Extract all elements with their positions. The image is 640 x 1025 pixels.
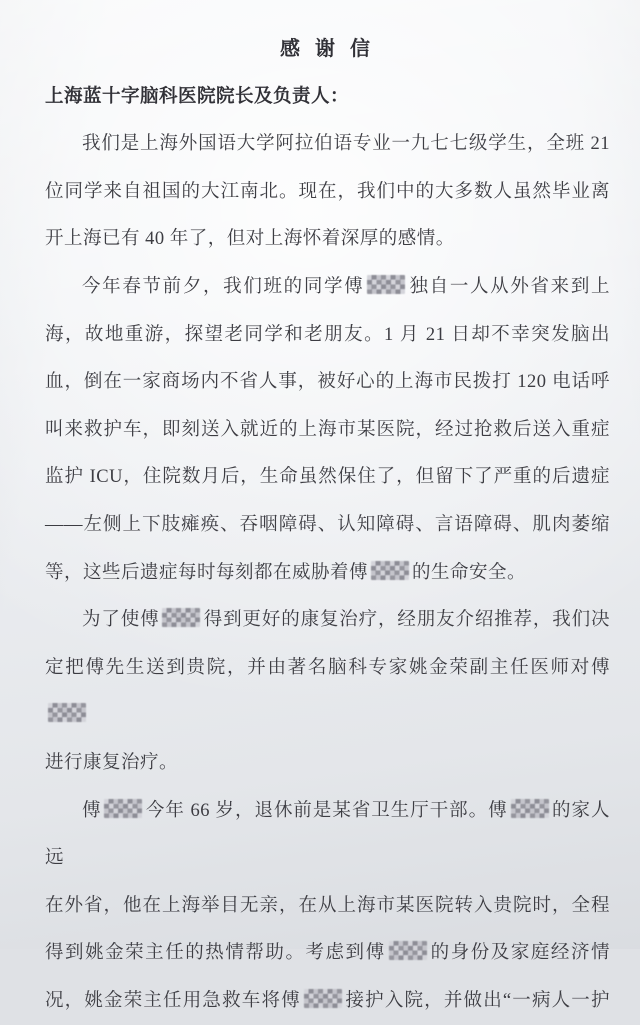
text-run: 今年春节前夕，我们班的同学傅 (82, 277, 364, 297)
text-run: 得到姚金荣主任的热情帮助。考虑到傅 (45, 943, 386, 963)
text-run: 血，倒在一家商场内不省人事，被好心的上海市民拨打 120 电话呼 (45, 372, 610, 392)
text-run: 位同学来自祖国的大江南北。现在，我们中的大多数人虽然毕业离 (45, 182, 610, 202)
paragraph (45, 597, 610, 787)
text-run: ——左侧上下肢瘫痪、吞咽障碍、认知障碍、言语障碍、肌肉萎缩 (45, 515, 610, 535)
text-line (45, 883, 610, 931)
redaction-mosaic (104, 799, 142, 818)
text-line (45, 121, 610, 169)
text-run: 监护 ICU，住院数月后，生命虽然保住了，但留下了严重的后遗症 (45, 467, 610, 487)
text-line (45, 454, 610, 502)
text-run: 得到更好的康复治疗，经朋友介绍推荐，我们决 (203, 610, 610, 630)
text-run: 为了使傅 (82, 610, 159, 630)
text-run: 海，故地重游，探望老同学和老朋友。1 月 21 日却不幸突发脑出 (45, 325, 610, 345)
text-line (45, 264, 610, 312)
text-run: 今年 66 岁，退休前是某省卫生厅干部。傅 (145, 801, 507, 821)
text-line (45, 169, 610, 217)
text-line (45, 550, 610, 598)
text-run: 我们是上海外国语大学阿拉伯语专业一九七七级学生，全班 21 (82, 134, 610, 154)
text-line (45, 216, 610, 264)
redaction-mosaic (162, 608, 200, 627)
redaction-mosaic (48, 703, 86, 722)
text-run: 等，这些后遗症每时每刻都在威胁着傅 (45, 563, 368, 583)
text-line (45, 645, 610, 740)
text-run: 况，姚金荣主任用急救车将傅 (45, 991, 301, 1011)
text-run: 的生命安全。 (412, 563, 526, 583)
text-run: 在外省，他在上海举目无亲，在从上海市某医院转入贵院时，全程 (45, 896, 610, 916)
text-run: 傅 (82, 801, 101, 821)
redaction-mosaic (304, 989, 342, 1008)
text-line (45, 312, 610, 360)
text-line (45, 502, 610, 550)
letter-title: 感 谢 信 (45, 26, 610, 74)
redaction-mosaic (371, 561, 409, 580)
text-line (45, 740, 610, 788)
text-run: 的身份及家庭经济情 (430, 943, 610, 963)
text-line (45, 978, 610, 1025)
redaction-mosaic (367, 275, 405, 294)
text-line (45, 597, 610, 645)
text-run: 的家人远 (45, 801, 610, 869)
paragraph (45, 264, 610, 597)
redaction-mosaic (389, 941, 427, 960)
letter-paragraphs (45, 121, 610, 1025)
text-run: 独自一人从外省来到上 (408, 277, 610, 297)
text-run: 进行康复治疗。 (45, 753, 178, 773)
letter-salutation: 上海蓝十字脑科医院院长及负责人： (45, 74, 610, 122)
redaction-mosaic (511, 799, 549, 818)
paragraph (45, 121, 610, 264)
text-run: 接护入院，并做出“一病人一护 (345, 991, 610, 1011)
paragraph (45, 788, 610, 1025)
text-run: 叫来救护车，即刻送入就近的上海市某医院，经过抢救后送入重症 (45, 420, 610, 440)
text-line (45, 930, 610, 978)
text-line (45, 359, 610, 407)
text-run: 开上海已有 40 年了，但对上海怀着深厚的感情。 (45, 229, 455, 249)
text-line (45, 788, 610, 883)
text-line (45, 407, 610, 455)
text-run: 定把傅先生送到贵院，并由著名脑科专家姚金荣副主任医师对傅 (45, 658, 610, 678)
